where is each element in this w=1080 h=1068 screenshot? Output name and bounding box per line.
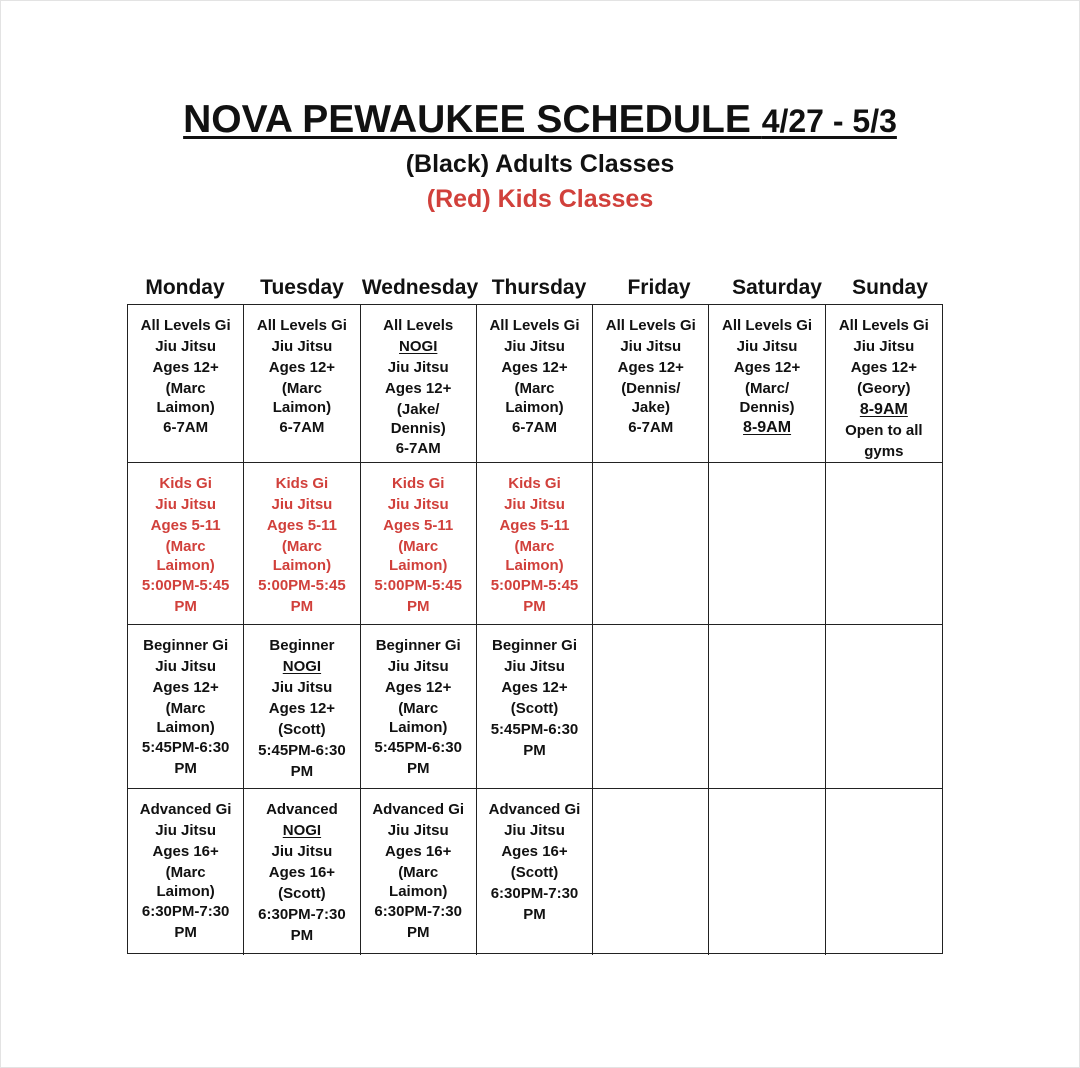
class-line: PM <box>523 598 546 615</box>
class-line: Advanced Gi <box>139 801 232 818</box>
class-line: 6-7AM <box>279 419 325 436</box>
class-line: (Scott) <box>510 864 559 881</box>
class-line: Jiu Jitsu <box>155 822 217 839</box>
class-line: Jiu Jitsu <box>387 496 449 513</box>
class-line: Ages 12+ <box>501 359 568 376</box>
class-line: Jiu Jitsu <box>271 679 333 696</box>
class-line: 6-7AM <box>628 419 674 436</box>
class-line: Beginner Gi <box>143 637 229 654</box>
class-line: (Scott) <box>510 700 559 717</box>
class-line: 6-7AM <box>395 440 441 457</box>
class-line: PM <box>406 598 430 615</box>
class-cell-tuesday <box>244 463 360 625</box>
class-cell-monday <box>128 463 244 625</box>
class-cell-tuesday <box>244 789 360 955</box>
legend-adults: (Black) Adults Classes <box>405 150 675 178</box>
class-line: Laimon) <box>156 557 215 574</box>
class-line: (Marc <box>398 700 439 717</box>
class-line: (Marc <box>165 864 206 881</box>
schedule-grid <box>127 304 943 954</box>
class-line: Jiu Jitsu <box>271 338 333 355</box>
class-cell-tuesday <box>244 625 360 789</box>
class-line: PM <box>174 760 197 777</box>
legend-kids: (Red) Kids Classes <box>426 185 654 213</box>
class-line: Ages 16+ <box>385 843 452 860</box>
title-dates: 4/27 - 5/3 <box>761 103 897 139</box>
class-line: 6:30PM-7:30 <box>258 906 346 923</box>
class-line: PM <box>523 906 546 923</box>
class-cell-monday <box>128 305 244 463</box>
empty-cell-sunday <box>826 789 942 955</box>
class-line: Beginner <box>269 637 335 654</box>
class-line: Laimon) <box>156 399 215 416</box>
class-line: Ages 12+ <box>268 359 336 376</box>
class-line: Ages 5-11 <box>499 517 570 534</box>
empty-cell-friday <box>593 463 709 625</box>
class-line: 5:00PM-5:45 <box>258 577 346 594</box>
class-line: Open to all <box>845 422 923 439</box>
class-line: (Marc <box>398 538 439 555</box>
class-line: All Levels Gi <box>256 317 347 334</box>
class-cell-monday <box>128 625 244 789</box>
class-line: (Geory) <box>857 380 911 397</box>
class-line: Dennis) <box>390 420 446 437</box>
empty-cell-sunday <box>826 463 942 625</box>
empty-cell-saturday <box>709 625 825 789</box>
class-line: 5:45PM-6:30 <box>374 739 462 756</box>
class-cell-monday <box>128 789 244 955</box>
class-line: Jiu Jitsu <box>155 338 217 355</box>
class-line: Ages 16+ <box>268 864 336 881</box>
empty-cell-saturday <box>709 789 825 955</box>
day-header-sunday: Sunday <box>852 276 928 299</box>
class-cell-wednesday <box>361 789 477 955</box>
class-line: Ages 12+ <box>733 359 801 376</box>
class-line: Laimon) <box>389 883 448 900</box>
class-line: NOGI <box>282 658 322 675</box>
class-line: 6-7AM <box>163 419 209 436</box>
class-line: Laimon) <box>272 399 332 416</box>
class-line: Ages 12+ <box>501 679 568 696</box>
class-line: PM <box>406 760 430 777</box>
class-line: (Marc <box>398 864 439 881</box>
day-header-wednesday: Wednesday <box>361 276 479 299</box>
day-header-monday: Monday <box>145 276 225 299</box>
class-line: PM <box>406 924 430 941</box>
class-line: 8-9AM <box>743 419 792 436</box>
class-line: PM <box>174 598 197 615</box>
class-line: 5:00PM-5:45 <box>141 577 230 594</box>
class-line: Ages 5-11 <box>150 517 221 534</box>
class-line: Ages 12+ <box>268 700 336 717</box>
class-line: All Levels Gi <box>140 317 231 334</box>
class-line: (Marc <box>514 538 555 555</box>
class-line: Jiu Jitsu <box>853 338 915 355</box>
class-line: Laimon) <box>156 883 215 900</box>
class-line: Kids Gi <box>275 475 329 492</box>
class-line: Dennis) <box>739 399 795 416</box>
class-line: (Marc <box>514 380 555 397</box>
class-line: Jiu Jitsu <box>271 496 333 513</box>
class-cell-thursday <box>477 789 593 955</box>
class-line: Ages 12+ <box>385 679 452 696</box>
class-line: PM <box>290 598 314 615</box>
class-line: Ages 5-11 <box>383 517 454 534</box>
class-line: Ages 16+ <box>152 843 219 860</box>
class-line: (Jake/ <box>396 401 440 418</box>
class-line: Laimon) <box>389 557 448 574</box>
empty-cell-sunday <box>826 625 942 789</box>
day-header-tuesday: Tuesday <box>260 276 344 299</box>
class-line: Laimon) <box>156 719 215 736</box>
class-line: All Levels <box>383 317 454 334</box>
class-cell-wednesday <box>361 625 477 789</box>
class-line: NOGI <box>399 338 438 355</box>
class-line: All Levels Gi <box>838 317 929 334</box>
class-cell-friday <box>593 305 709 463</box>
class-line: 5:00PM-5:45 <box>374 577 462 594</box>
class-cell-sunday <box>826 305 942 463</box>
class-line: Jiu Jitsu <box>736 338 798 355</box>
class-line: Jiu Jitsu <box>155 658 217 675</box>
class-cell-tuesday <box>244 305 360 463</box>
day-header-saturday: Saturday <box>732 276 822 299</box>
class-line: Jiu Jitsu <box>504 822 565 839</box>
class-line: PM <box>290 763 314 780</box>
class-line: Laimon) <box>505 557 564 574</box>
class-line: 6:30PM-7:30 <box>141 903 230 920</box>
class-line: Jiu Jitsu <box>387 822 449 839</box>
class-line: (Marc/ <box>744 380 790 397</box>
class-line: (Scott) <box>278 721 326 738</box>
class-cell-wednesday <box>361 305 477 463</box>
title-main: NOVA PEWAUKEE SCHEDULE <box>183 98 762 141</box>
class-cell-thursday <box>477 463 593 625</box>
class-line: Laimon) <box>389 719 448 736</box>
class-line: Advanced Gi <box>372 801 465 818</box>
class-line: Jake) <box>631 399 670 416</box>
class-line: Jiu Jitsu <box>504 658 565 675</box>
page-title <box>0 98 1080 142</box>
class-line: Beginner Gi <box>491 637 577 654</box>
class-cell-saturday <box>709 305 825 463</box>
class-cell-thursday <box>477 625 593 789</box>
day-header-thursday: Thursday <box>491 276 587 299</box>
class-line: Ages 12+ <box>385 380 452 397</box>
class-line: 5:45PM-6:30 <box>490 721 579 738</box>
day-header-friday: Friday <box>627 276 691 299</box>
class-line: 6:30PM-7:30 <box>374 903 462 920</box>
class-line: (Dennis/ <box>621 380 681 397</box>
class-line: NOGI <box>282 822 322 839</box>
class-line: All Levels Gi <box>489 317 580 334</box>
class-line: Kids Gi <box>159 475 212 492</box>
class-line: Jiu Jitsu <box>387 658 449 675</box>
class-line: (Marc <box>165 380 206 397</box>
class-line: gyms <box>864 443 904 460</box>
class-line: Kids Gi <box>391 475 445 492</box>
class-line: 5:00PM-5:45 <box>490 577 579 594</box>
empty-cell-saturday <box>709 463 825 625</box>
class-line: Jiu Jitsu <box>504 496 565 513</box>
day-headers <box>127 276 943 304</box>
class-line: Kids Gi <box>508 475 561 492</box>
class-line: Jiu Jitsu <box>387 359 449 376</box>
class-line: PM <box>174 924 197 941</box>
class-line: 6-7AM <box>511 419 557 436</box>
class-line: 8-9AM <box>859 401 908 418</box>
class-line: 6:30PM-7:30 <box>490 885 579 902</box>
class-line: Advanced Gi <box>488 801 581 818</box>
class-line: Ages 12+ <box>152 679 219 696</box>
class-line: (Marc <box>165 538 206 555</box>
class-line: Ages 12+ <box>850 359 917 376</box>
class-line: (Marc <box>165 700 206 717</box>
class-line: Jiu Jitsu <box>504 338 565 355</box>
class-line: 5:45PM-6:30 <box>258 742 346 759</box>
class-line: (Marc <box>281 380 322 397</box>
class-line: Beginner Gi <box>375 637 461 654</box>
class-line: Ages 12+ <box>152 359 219 376</box>
class-line: 5:45PM-6:30 <box>141 739 230 756</box>
empty-cell-friday <box>593 625 709 789</box>
class-line: Ages 16+ <box>501 843 568 860</box>
class-line: All Levels Gi <box>605 317 696 334</box>
class-cell-wednesday <box>361 463 477 625</box>
class-line: All Levels Gi <box>722 317 813 334</box>
class-line: Ages 5-11 <box>266 517 337 534</box>
class-line: Laimon) <box>272 557 332 574</box>
empty-cell-friday <box>593 789 709 955</box>
class-line: (Scott) <box>278 885 326 902</box>
class-line: Jiu Jitsu <box>155 496 217 513</box>
class-line: (Marc <box>281 538 322 555</box>
class-line: Ages 12+ <box>617 359 684 376</box>
class-line: PM <box>523 742 546 759</box>
class-line: Jiu Jitsu <box>620 338 682 355</box>
class-line: Laimon) <box>505 399 564 416</box>
class-cell-thursday <box>477 305 593 463</box>
class-line: Advanced <box>266 801 338 818</box>
class-line: Jiu Jitsu <box>271 843 333 860</box>
class-line: PM <box>290 927 314 944</box>
